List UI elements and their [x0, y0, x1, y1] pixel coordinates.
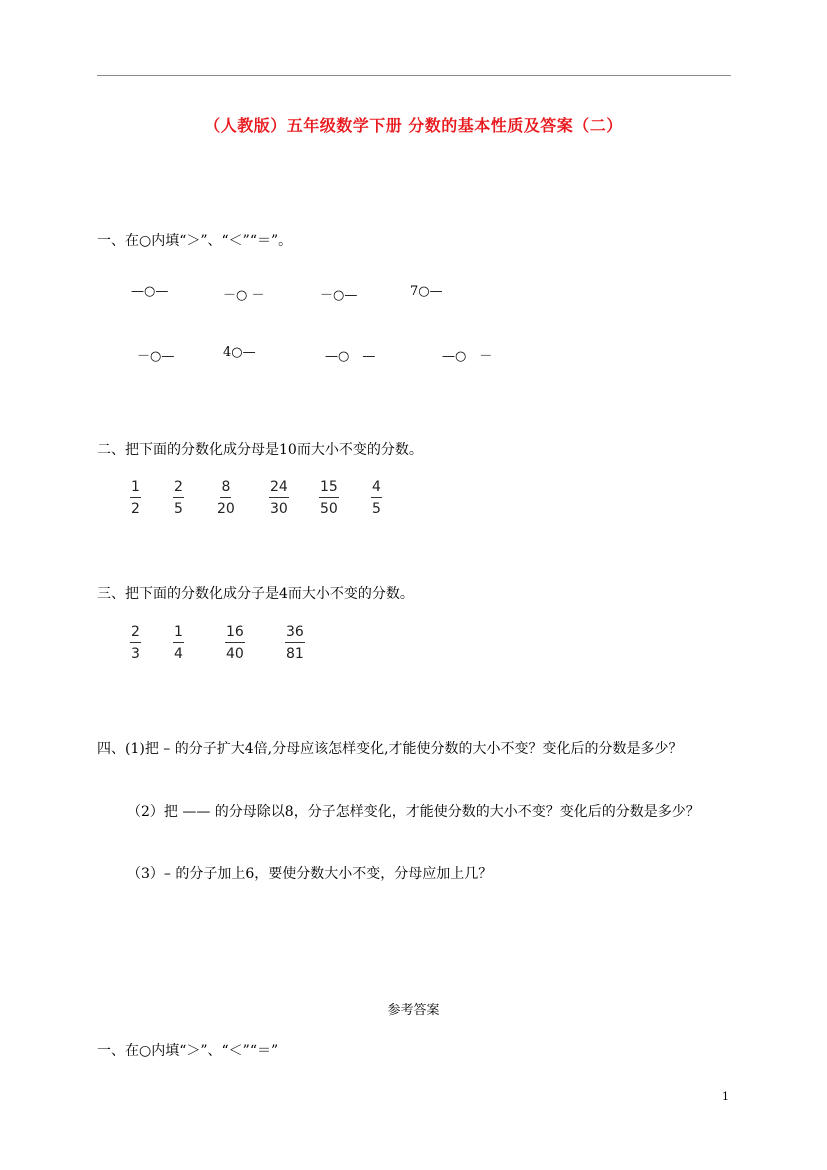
q1-item: －○—: [137, 349, 175, 364]
q4-part2: （2）把 —— 的分母除以8，分子怎样变化，才能使分数的大小不变？变化后的分数是多少？: [127, 804, 700, 820]
q4-part1: 四、(1)把 – 的分子扩大4倍,分母应该怎样变化,才能使分数的大小不变？变化后的分数是多少？: [97, 741, 683, 757]
fraction: $\frac{4}{5}$: [372, 479, 381, 517]
fraction: $\frac{8}{20}$: [217, 479, 235, 517]
page-title: （人教版）五年级数学下册 分数的基本性质及答案（二）: [204, 116, 623, 135]
q4-part3: （3）– 的分子加上6，要使分数大小不变，分母应加上几？: [127, 866, 493, 882]
fraction: $\frac{2}{3}$: [131, 624, 140, 662]
q1-item: —○—: [131, 284, 169, 299]
q1-heading: 一、在○内填“＞”、“＜”“＝”。: [97, 233, 293, 249]
q3-heading: 三、把下面的分数化成分子是4而大小不变的分数。: [97, 586, 414, 602]
q1-item: —○ —: [325, 349, 376, 364]
answers-q1-heading: 一、在○内填“＞”、“＜”“＝”: [97, 1043, 279, 1059]
answers-heading: 参考答案: [387, 1003, 440, 1018]
fraction: $\frac{24}{30}$: [270, 479, 288, 517]
fraction: $\frac{36}{81}$: [286, 624, 304, 662]
page-number: 1: [722, 1090, 729, 1103]
q1-item: 7○—: [410, 284, 443, 299]
q1-item: －○—: [320, 288, 358, 303]
q2-heading: 二、把下面的分数化成分母是10而大小不变的分数。: [97, 442, 423, 458]
q1-item: 4○—: [223, 345, 256, 360]
q1-item: －○ －: [223, 288, 265, 303]
fraction: $\frac{15}{50}$: [320, 479, 338, 517]
fraction: $\frac{1}{4}$: [174, 624, 183, 662]
fraction: $\frac{16}{40}$: [226, 624, 244, 662]
fraction: $\frac{1}{2}$: [131, 479, 140, 517]
q1-item: —○ －: [442, 349, 493, 364]
header-rule: [97, 75, 731, 76]
fraction: $\frac{2}{5}$: [174, 479, 183, 517]
